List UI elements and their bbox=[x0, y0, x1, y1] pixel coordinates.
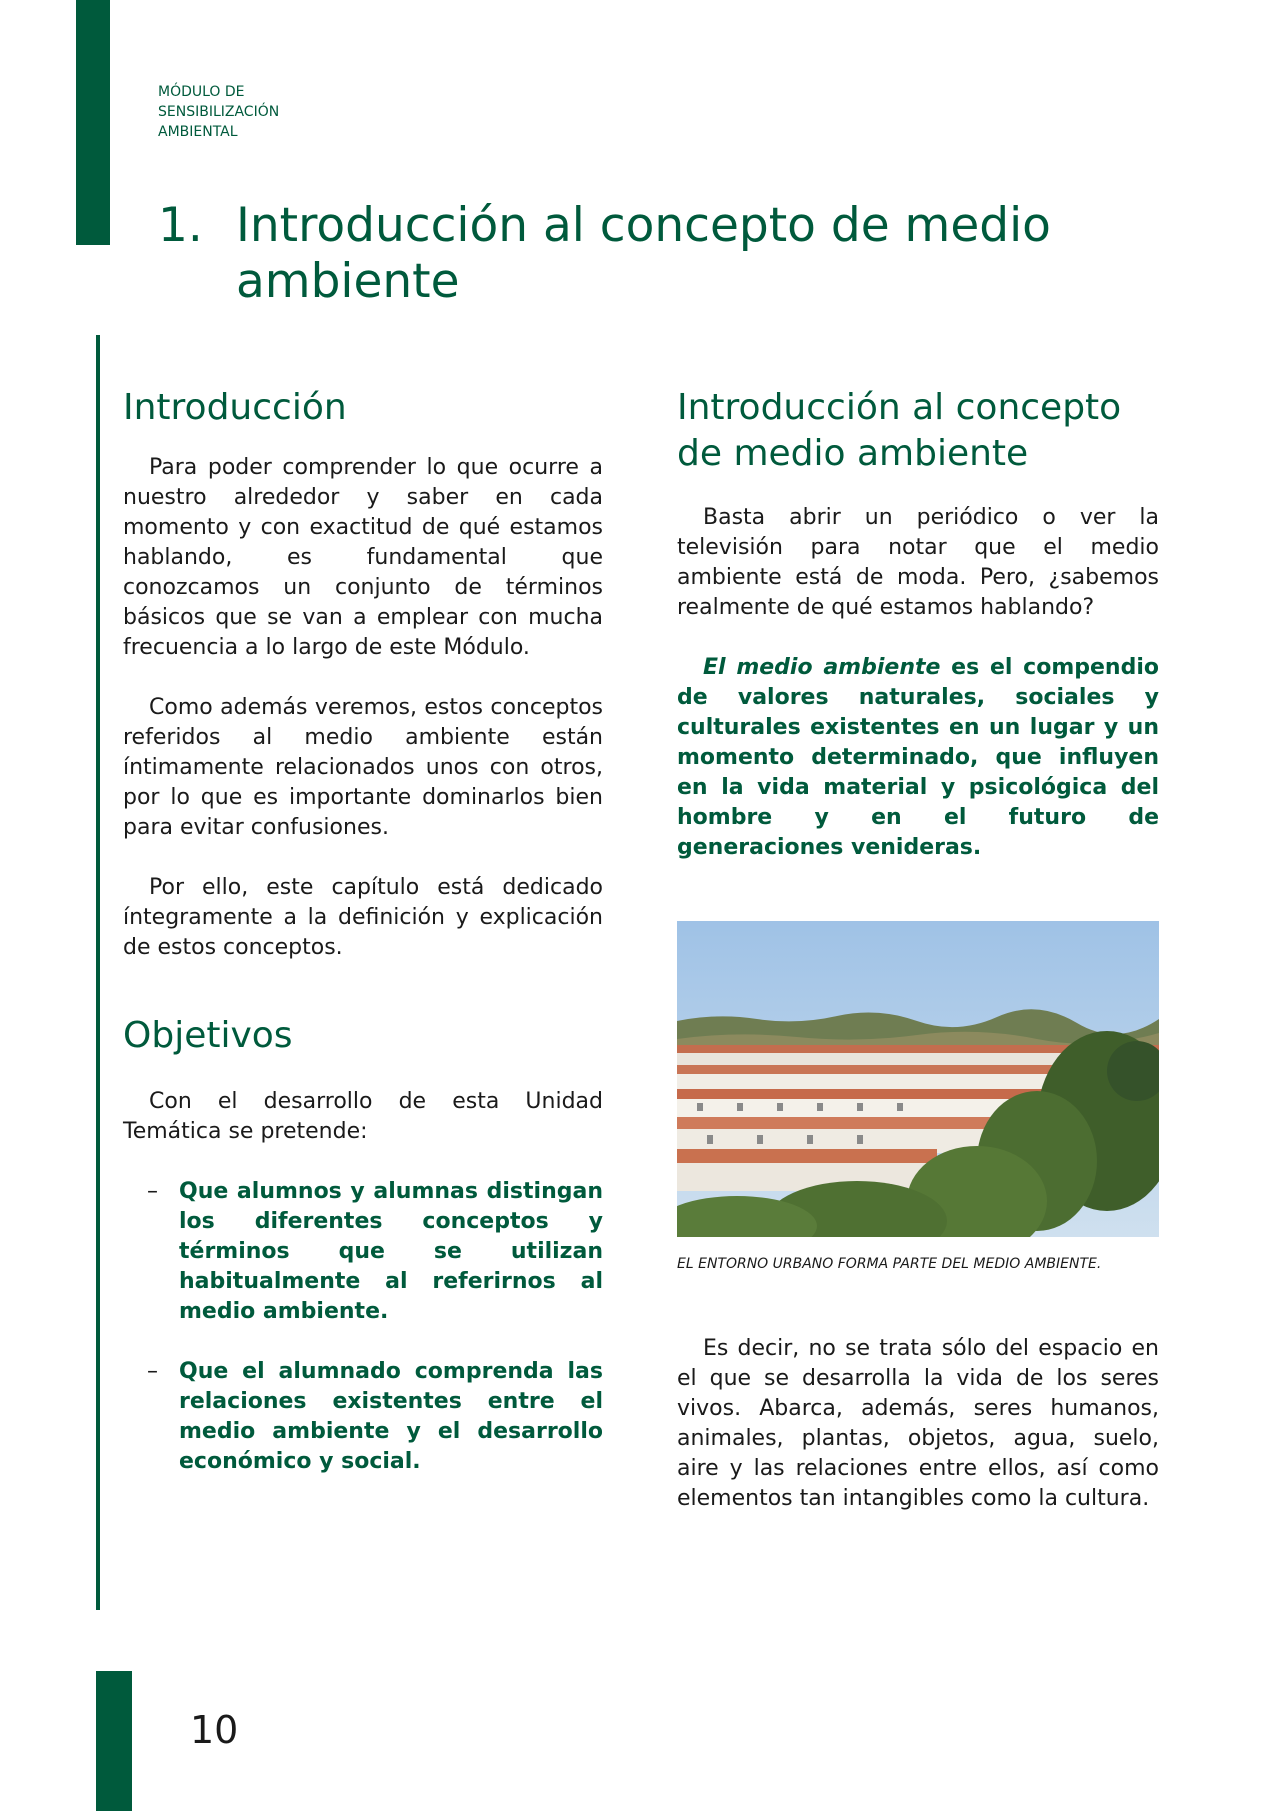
right-column bbox=[677, 385, 1159, 1514]
module-label-line: AMBIENTAL bbox=[158, 124, 238, 140]
intro-paragraph: Por ello, este capítulo está dedicado íntegramente a la definición y explicación de estos conceptos. bbox=[123, 875, 603, 960]
objective-item bbox=[123, 1357, 603, 1477]
definition-term: El medio ambiente bbox=[703, 655, 941, 680]
photo-caption: EL ENTORNO URBANO FORMA PARTE DEL MEDIO AMBIENTE. bbox=[677, 1256, 1102, 1272]
concept-paragraph: Es decir, no se trata sólo del espacio en el que se desarrolla la vida de los seres vivos. Abarca, además, seres humanos, animales, plantas, objetos, agua, suelo, aire y las relaciones entre ellos, así como elementos tan intangibles como la cultura. bbox=[677, 1336, 1159, 1511]
definition-paragraph bbox=[677, 653, 1159, 863]
urban-landscape-photo bbox=[677, 921, 1159, 1237]
bullet-dash: – bbox=[147, 1359, 158, 1384]
module-label-line: SENSIBILIZACIÓN bbox=[158, 104, 280, 120]
module-label-line: MÓDULO DE bbox=[158, 84, 245, 100]
objective-text: Que el alumnado comprenda las relaciones existentes entre el medio ambiente y el desarrollo económico y social. bbox=[179, 1359, 603, 1474]
objectives-list bbox=[123, 1177, 603, 1477]
objectives-heading: Objetivos bbox=[123, 1015, 293, 1056]
chapter-number: 1. bbox=[158, 198, 203, 253]
objectives-intro: Con el desarrollo de esta Unidad Temática se pretende: bbox=[123, 1089, 603, 1144]
left-rule bbox=[96, 335, 100, 1610]
intro-paragraph: Como además veremos, estos conceptos referidos al medio ambiente están íntimamente relacionados unos con otros, por lo que es importante dominarlos bien para evitar confusiones. bbox=[123, 695, 603, 840]
bottom-accent-bar bbox=[96, 1671, 132, 1811]
intro-heading: Introducción bbox=[123, 387, 347, 428]
objective-text: Que alumnos y alumnas distingan los diferentes conceptos y términos que se utilizan habitualmente al referirnos al medio ambiente. bbox=[179, 1179, 603, 1324]
concept-paragraph: Basta abrir un periódico o ver la televisión para notar que el medio ambiente está de moda. Pero, ¿sabemos realmente de qué estamos hablando? bbox=[677, 505, 1159, 620]
page-number: 10 bbox=[190, 1708, 239, 1752]
bullet-dash: – bbox=[147, 1179, 158, 1204]
left-column bbox=[123, 385, 603, 1477]
concept-heading: Introducción al concepto de medio ambiente bbox=[677, 387, 1122, 474]
definition-text: es el compendio de valores naturales, sociales y culturales existentes en un lugar y un momento determinado, que influyen en la vida material y psicológica del hombre y en el futuro de generaciones venideras. bbox=[677, 655, 1159, 860]
top-accent-bar bbox=[76, 0, 110, 245]
objective-item bbox=[123, 1177, 603, 1327]
module-label bbox=[158, 82, 358, 142]
intro-paragraph: Para poder comprender lo que ocurre a nuestro alrededor y saber en cada momento y con exactitud de qué estamos hablando, es fundamental que conozcamos un conjunto de términos básicos que se van a emplear con mucha frecuencia a lo largo de este Módulo. bbox=[123, 455, 603, 660]
chapter-title-text: Introducción al concepto de medio ambiente bbox=[236, 198, 1051, 309]
